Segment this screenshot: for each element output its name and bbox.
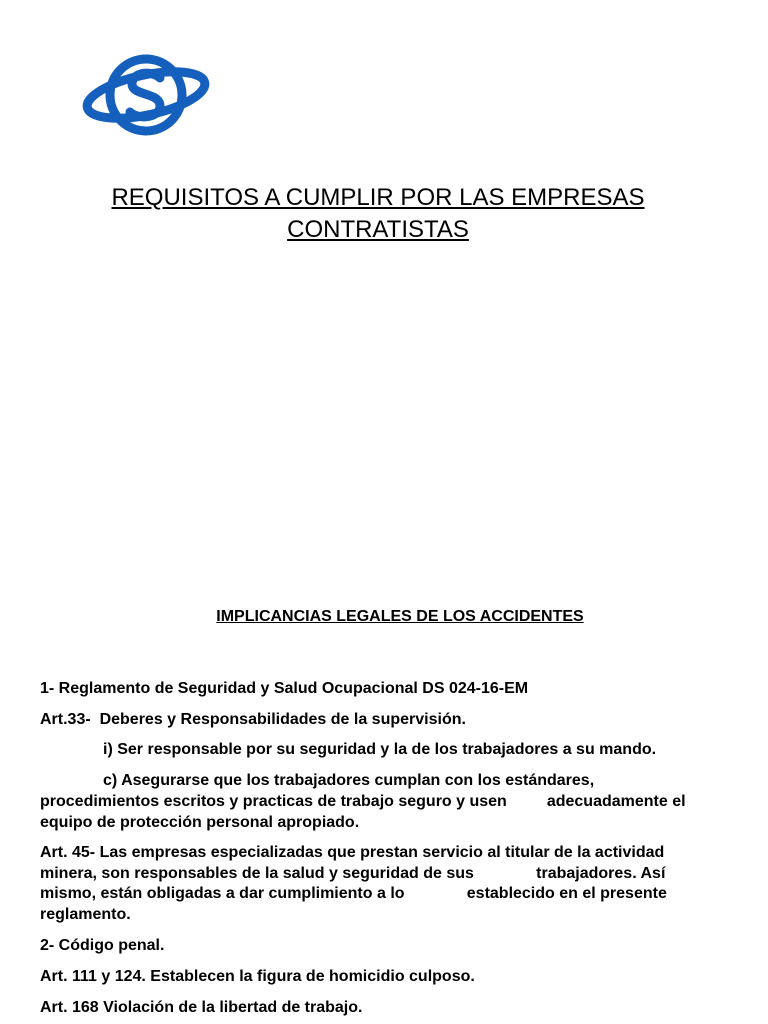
item-c-line-3: equipo de protección personal apropiado.	[40, 814, 360, 831]
article-45-line-3: mismo, están obligadas a dar cumplimiento a lo establecido en el presente	[40, 885, 667, 902]
article-168-line: Art. 168 Violación de la libertad de trabajo.	[40, 999, 363, 1016]
article-45-line-2: minera, son responsables de la salud y seguridad de sus trabajadores. Así	[40, 865, 666, 882]
item-c-line-1: c) Asegurarse que los trabajadores cumplan con los estándares,	[103, 772, 595, 789]
item-i-line: i) Ser responsable por su seguridad y la de los trabajadores a su mando.	[103, 741, 657, 758]
regulation-line: 1- Reglamento de Seguridad y Salud Ocupacional DS 024-16-EM	[40, 680, 529, 697]
article-45-line-4: reglamento.	[40, 906, 131, 923]
article-111-line: Art. 111 y 124. Establecen la figura de homicidio culposo.	[40, 968, 475, 985]
document-title-line-1: REQUISITOS A CUMPLIR POR LAS EMPRESAS	[111, 184, 645, 211]
article-33-line: Art.33- Deberes y Responsabilidades de la supervisión.	[40, 711, 466, 728]
company-logo-icon	[80, 48, 212, 142]
item-c-line-2: procedimientos escritos y practicas de trabajo seguro y usen adecuadamente el	[40, 793, 686, 810]
penal-code-line: 2- Código penal.	[40, 937, 165, 954]
document-title-line-2: CONTRATISTAS	[287, 216, 469, 243]
article-45-line-1: Art. 45- Las empresas especializadas que prestan servicio al titular de la actividad	[40, 844, 665, 861]
section-heading: IMPLICANCIAS LEGALES DE LOS ACCIDENTES	[216, 608, 584, 625]
